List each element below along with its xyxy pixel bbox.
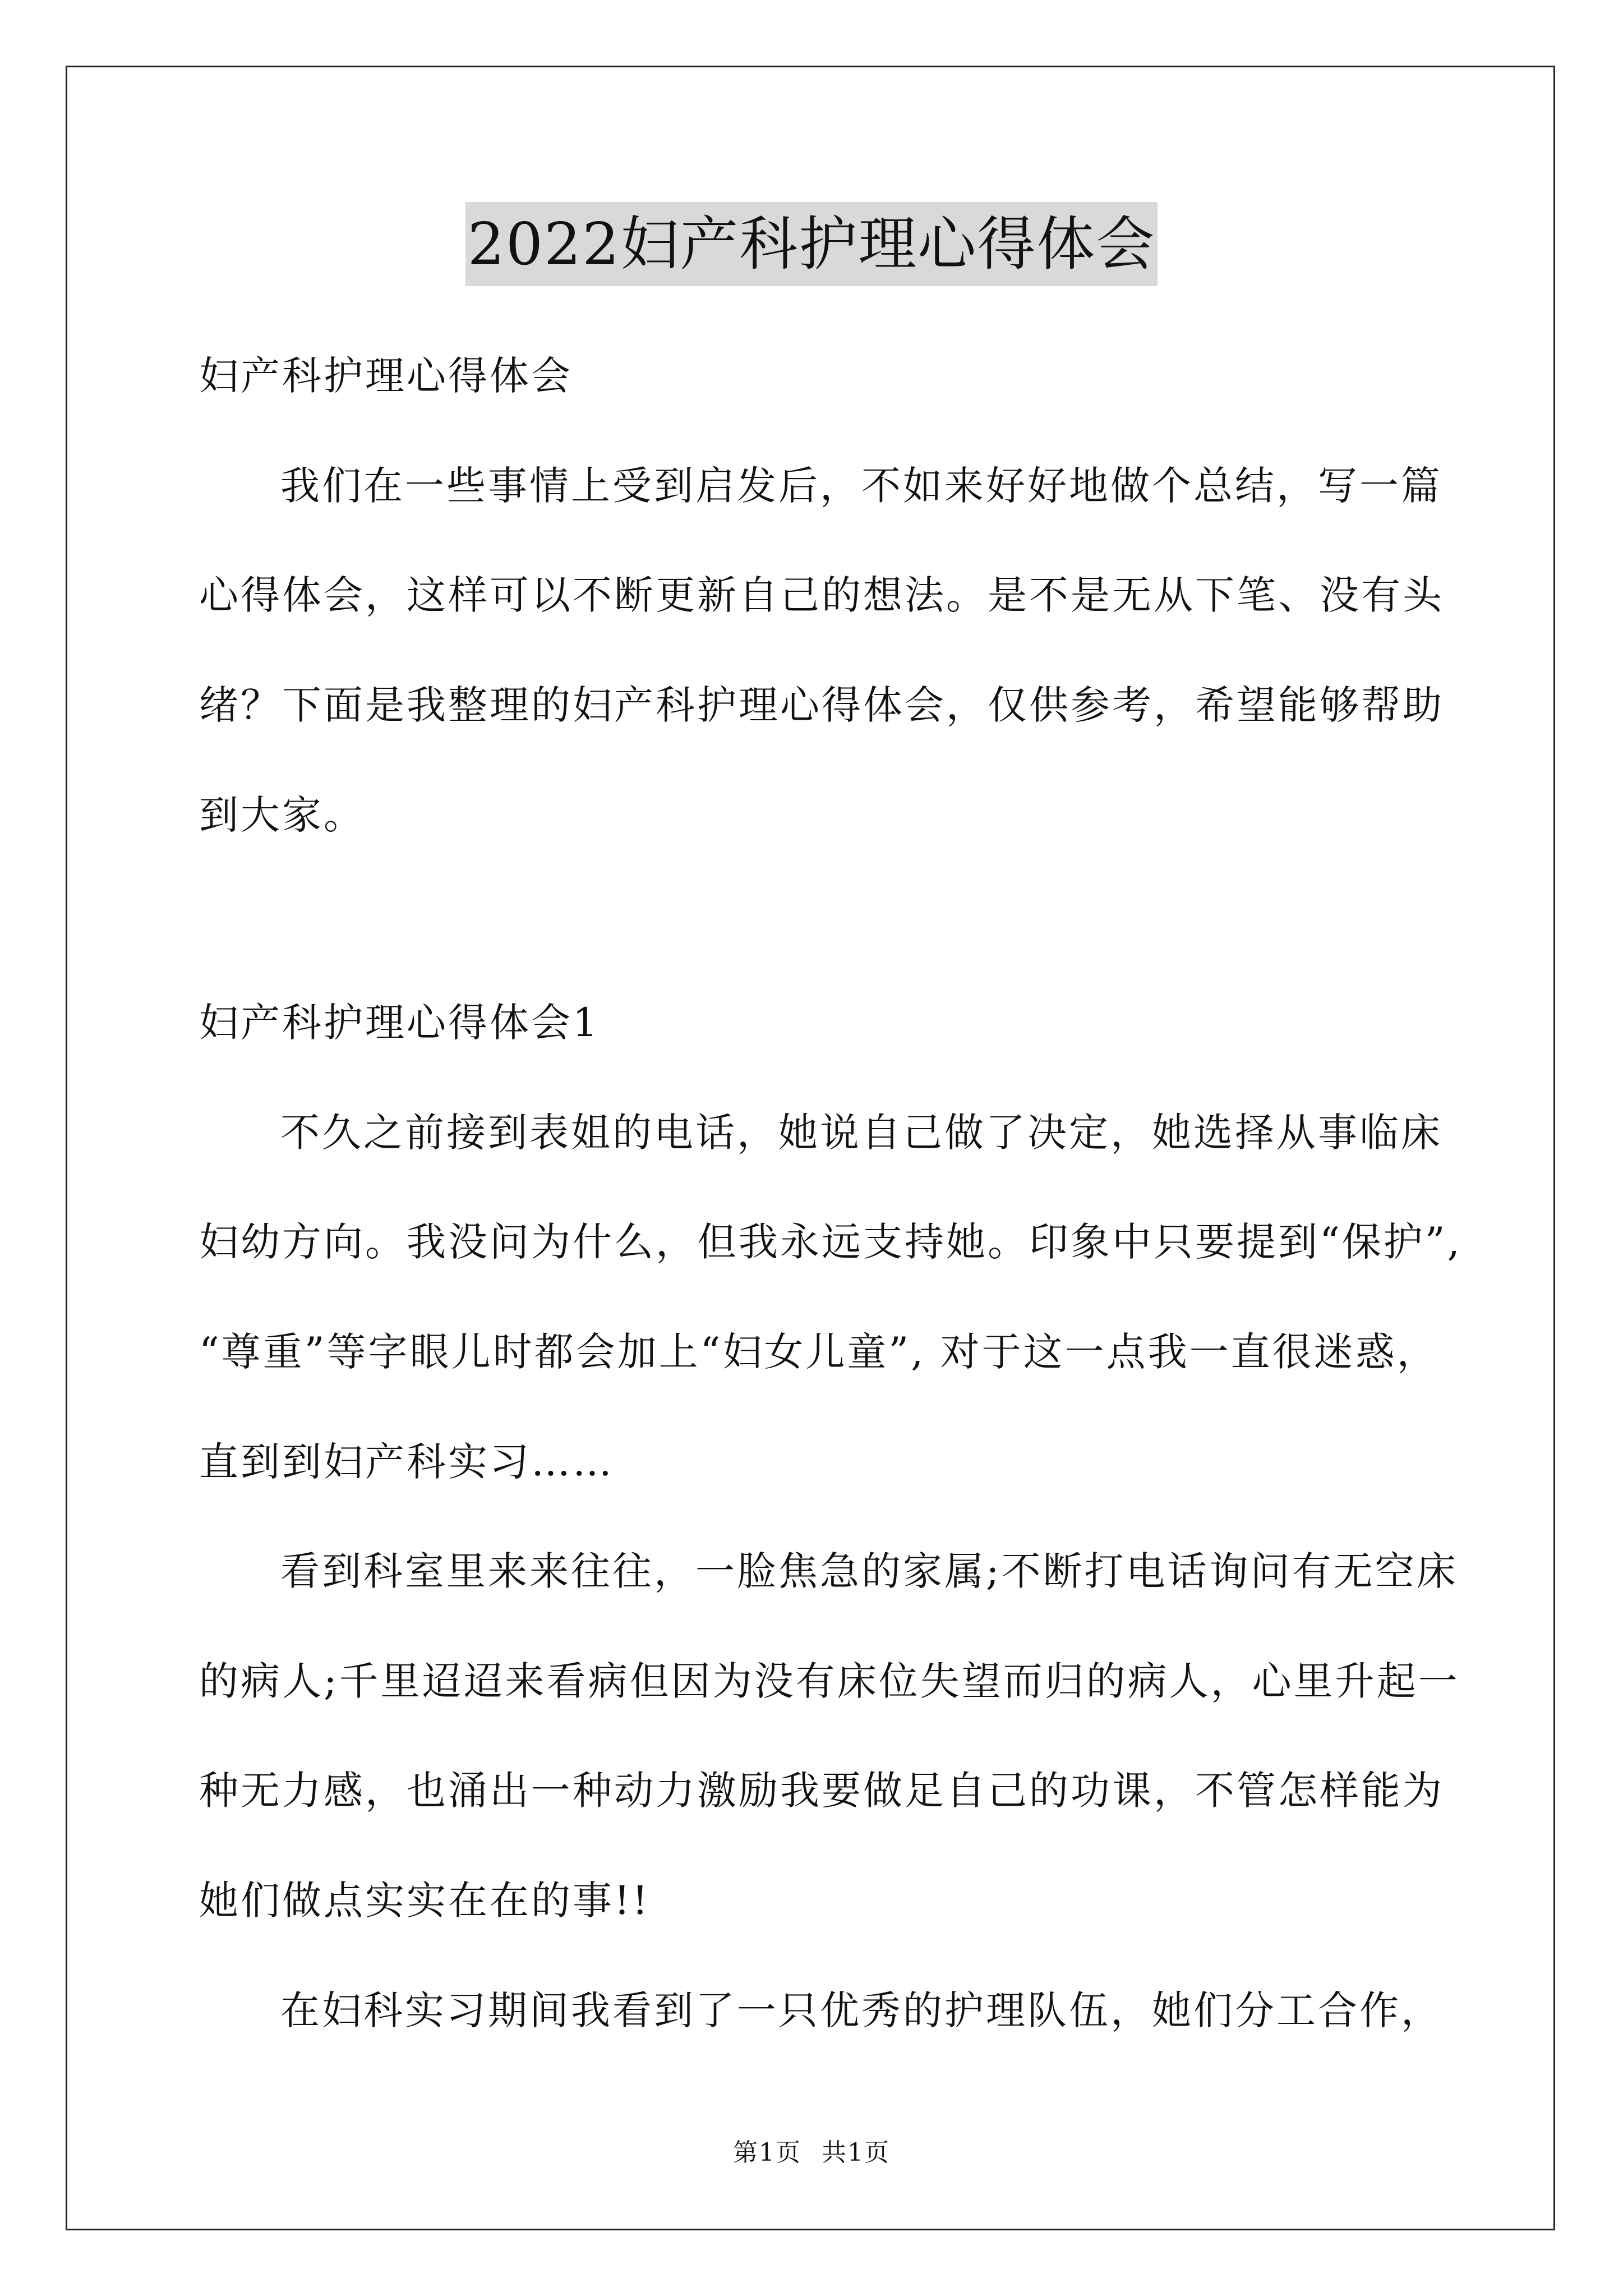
- paragraph-line: 种无力感，也涌出一种动力激励我要做足自己的功课，不管怎样能为: [199, 1768, 1444, 1814]
- section-heading-1: 妇产科护理心得体会1: [199, 1000, 600, 1046]
- paragraph-line: 妇幼方向。我没问为什么，但我永远支持她。印象中只要提到“保护”,: [199, 1219, 1462, 1265]
- document-title: 2022妇产科护理心得体会: [465, 202, 1158, 286]
- paragraph-line: 我们在一些事情上受到启发后，不如来好好地做个总结，写一篇: [280, 463, 1442, 509]
- paragraph-line: 在妇科实习期间我看到了一只优秀的护理队伍，她们分工合作，: [280, 1987, 1442, 2033]
- paragraph-line: 到大家。: [199, 792, 365, 838]
- page-total: 共1页: [822, 2138, 890, 2167]
- page-number: 第1页: [733, 2138, 801, 2167]
- paragraph-line: 的病人;千里迢迢来看病但因为没有床位失望而归的病人，心里升起一: [199, 1658, 1460, 1704]
- paragraph-line: 看到科室里来来往往，一脸焦急的家属;不断打电话询问有无空床: [280, 1548, 1458, 1594]
- paragraph-line: 不久之前接到表姐的电话，她说自己做了决定，她选择从事临床: [280, 1110, 1442, 1156]
- page-footer: [0, 2136, 1623, 2170]
- paragraph-line: 直到到妇产科实习……: [199, 1439, 614, 1485]
- title-container: [0, 202, 1623, 286]
- paragraph-line: “尊重”等字眼儿时都会加上“妇女儿童”, 对于这一点我一直很迷惑，: [199, 1329, 1438, 1375]
- section-heading-intro: 妇产科护理心得体会: [199, 353, 573, 399]
- paragraph-line: 心得体会，这样可以不断更新自己的想法。是不是无从下笔、没有头: [199, 572, 1444, 618]
- paragraph-line: 绪？下面是我整理的妇产科护理心得体会，仅供参考，希望能够帮助: [199, 682, 1444, 728]
- paragraph-line: 她们做点实实在在的事!!: [199, 1878, 651, 1924]
